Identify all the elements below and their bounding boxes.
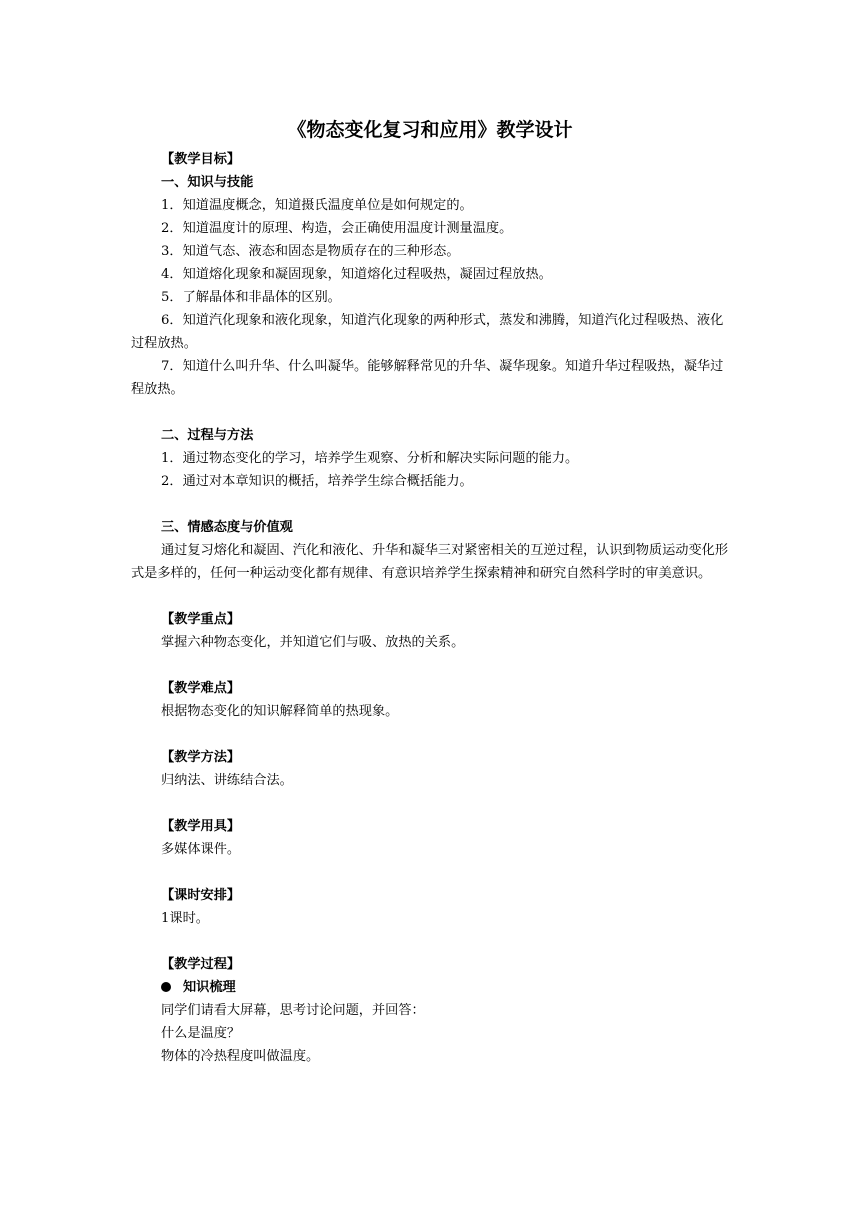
objective-item: 2．知道温度计的原理、构造，会正确使用温度计测量温度。 — [161, 221, 513, 236]
objective-item: 3．知道气态、液态和固态是物质存在的三种形态。 — [161, 244, 460, 259]
document-body — [131, 148, 731, 1068]
section-heading-schedule: 【课时安排】 — [161, 888, 241, 903]
spacer — [131, 930, 731, 953]
tools-text: 多媒体课件。 — [161, 842, 241, 857]
objective-item: 4．知道熔化现象和凝固现象，知道熔化过程吸热，凝固过程放热。 — [161, 267, 552, 282]
difficulties-text: 根据物态变化的知识解释简单的热现象。 — [161, 704, 399, 719]
spacer — [131, 792, 731, 815]
section-heading-difficulties: 【教学难点】 — [161, 681, 241, 696]
process-item: 2．通过对本章知识的概括，培养学生综合概括能力。 — [161, 474, 473, 489]
subsection-heading-emotion: 三、情感态度与价值观 — [161, 520, 293, 535]
process-item: 1．通过物态变化的学习，培养学生观察、分析和解决实际问题的能力。 — [161, 451, 579, 466]
procedure-line: 同学们请看大屏幕，思考讨论问题，并回答： — [161, 1003, 425, 1018]
methods-text: 归纳法、讲练结合法。 — [161, 773, 293, 788]
subsection-heading-process: 二、过程与方法 — [161, 428, 254, 443]
spacer — [131, 401, 731, 424]
section-heading-tools: 【教学用具】 — [161, 819, 241, 834]
objective-item: 6．知道汽化现象和液化现象，知道汽化现象的两种形式，蒸发和沸腾，知道汽化过程吸热、液化过程放热。 — [131, 313, 724, 351]
procedure-bullet-label: 知识梳理 — [183, 980, 236, 995]
subsection-heading-knowledge: 一、知识与技能 — [161, 175, 254, 190]
section-heading-procedure: 【教学过程】 — [161, 957, 241, 972]
spacer — [131, 654, 731, 677]
key-points-text: 掌握六种物态变化，并知道它们与吸、放热的关系。 — [161, 635, 465, 650]
objective-item: 1．知道温度概念，知道摄氏温度单位是如何规定的。 — [161, 198, 473, 213]
document-title: 《物态变化复习和应用》教学设计 — [287, 119, 573, 141]
spacer — [131, 493, 731, 516]
emotion-paragraph: 通过复习熔化和凝固、汽化和液化、升华和凝华三对紧密相关的互逆过程，认识到物质运动变化形式是多样的，任何一种运动变化都有规律、有意识培养学生探索精神和研究自然科学时的审美意识。 — [131, 543, 729, 581]
section-heading-methods: 【教学方法】 — [161, 750, 241, 765]
spacer — [131, 585, 731, 608]
schedule-text: 1课时。 — [161, 911, 209, 926]
spacer — [131, 861, 731, 884]
spacer — [131, 723, 731, 746]
bullet-icon — [161, 982, 171, 992]
objective-item: 5．了解晶体和非晶体的区别。 — [161, 290, 341, 305]
objective-item: 7．知道什么叫升华、什么叫凝华。能够解释常见的升华、凝华现象。知道升华过程吸热，凝华过程放热。 — [131, 359, 724, 397]
section-heading-key-points: 【教学重点】 — [161, 612, 241, 627]
procedure-bullet-row — [131, 976, 731, 999]
section-heading-objectives: 【教学目标】 — [161, 152, 241, 167]
procedure-line: 什么是温度？ — [161, 1026, 241, 1041]
procedure-line: 物体的冷热程度叫做温度。 — [161, 1049, 320, 1064]
